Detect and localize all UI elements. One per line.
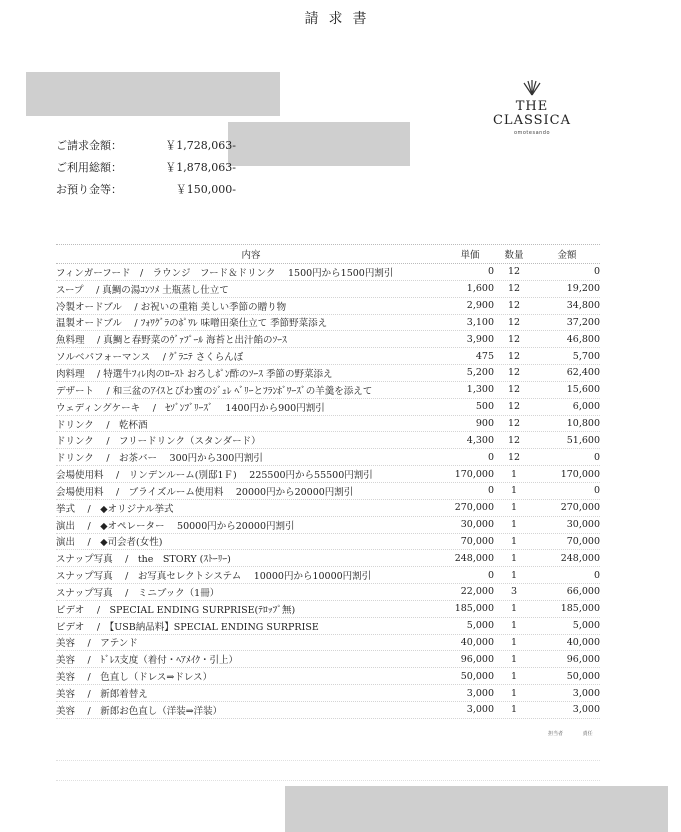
item-qty: 1: [510, 603, 518, 615]
header-amount: 金額: [557, 250, 577, 261]
item-amount: 3,000: [572, 687, 600, 699]
table-row: [56, 550, 600, 567]
item-price: 0: [487, 266, 494, 278]
header-qty: 数量: [504, 250, 524, 261]
item-amount: 0: [593, 485, 600, 497]
item-desc: 魚料理 / 真鯛と春野菜のｳﾞｧﾌﾟｰﾙ 海苔と出汁餡のｿｰｽ: [56, 335, 287, 347]
item-desc: ビデオ / 【USB納品料】SPECIAL ENDING SURPRISE: [56, 621, 319, 633]
table-row: [56, 601, 600, 618]
fan-logo-icon: [521, 80, 543, 96]
item-price: 185,000: [454, 603, 494, 615]
item-desc: 会場使用料 / ブライズルーム使用料 20000円から20000円割引: [56, 486, 354, 498]
item-qty: 12: [507, 451, 521, 463]
item-price: 5,200: [466, 367, 494, 379]
item-desc: デザート / 和三盆のｱｲｽとびわ蜜のｼﾞｭﾚ ﾍﾞﾘｰとﾌﾗﾝﾎﾞﾜｰｽﾞの羊羹を添えて: [56, 385, 373, 397]
item-price: 22,000: [460, 586, 494, 598]
item-amount: 5,000: [572, 620, 600, 632]
item-desc: 美容 / ﾄﾞﾚｽ支度（着付・ﾍｱﾒｲｸ・引上）: [56, 655, 238, 667]
item-desc: フィンガーフード / ラウンジ フード＆ドリンク 1500円から1500円割引: [56, 267, 394, 279]
item-desc: 美容 / 新郎着替え: [56, 689, 148, 701]
item-qty: 1: [510, 704, 518, 716]
item-qty: 1: [510, 552, 518, 564]
item-desc: スナップ写真 / ミニブック（1冊）: [56, 587, 220, 599]
item-qty: 1: [510, 653, 518, 665]
item-qty: 12: [507, 434, 521, 446]
item-desc: ドリンク / お茶バー 300円から300円割引: [56, 453, 263, 465]
summary-value: ￥1,878,063-: [165, 161, 236, 174]
item-price: 1,300: [466, 384, 494, 396]
item-amount: 19,200: [566, 283, 600, 295]
item-desc: ビデオ / SPECIAL ENDING SURPRISE(ﾃﾛｯﾌﾟ無): [56, 604, 296, 616]
item-price: 5,000: [466, 620, 494, 632]
item-amount: 0: [593, 569, 600, 581]
table-body: [56, 264, 600, 719]
table-row: [56, 651, 600, 668]
item-desc: 挙式 / ◆オリジナル挙式: [56, 503, 174, 515]
item-amount: 46,800: [566, 333, 600, 345]
item-amount: 0: [593, 266, 600, 278]
redacted-block-top-left: [26, 72, 280, 116]
item-amount: 3,000: [572, 704, 600, 716]
page-title: 請求書: [304, 11, 377, 27]
table-row: [56, 483, 600, 500]
item-desc: スナップ写真 / the STORY (ｽﾄｰﾘｰ): [56, 554, 231, 566]
divider: [56, 780, 600, 781]
summary-value: ￥150,000-: [175, 183, 236, 196]
item-desc: 美容 / 新郎お色直し（洋装⇒洋装）: [56, 705, 223, 717]
summary-label: お預り金等：: [56, 183, 122, 196]
approval-stamps: [548, 730, 611, 737]
item-qty: 1: [510, 502, 518, 514]
item-desc: 演出 / ◆オペレーター 50000円から20000円割引: [56, 520, 295, 532]
item-amount: 66,000: [566, 586, 600, 598]
item-price: 248,000: [454, 552, 494, 564]
item-price: 170,000: [454, 468, 494, 480]
table-row: [56, 466, 600, 483]
item-qty: 1: [510, 636, 518, 648]
item-price: 40,000: [460, 636, 494, 648]
item-price: 50,000: [460, 670, 494, 682]
item-price: 2,900: [466, 300, 494, 312]
divider: [56, 760, 600, 761]
item-amount: 40,000: [566, 636, 600, 648]
table-row: [56, 416, 600, 433]
logo-line1: THE: [515, 99, 549, 114]
table-row: [56, 702, 600, 719]
item-desc: 美容 / アテンド: [56, 638, 138, 650]
item-amount: 62,400: [566, 367, 600, 379]
item-qty: 12: [507, 333, 521, 345]
header-desc: 内容: [241, 250, 261, 261]
item-desc: 温製オードブル / ﾌｫﾜｸﾞﾗのﾎﾟﾜﾚ 味噌田楽仕立て 季節野菜添え: [56, 318, 328, 330]
item-price: 0: [487, 569, 494, 581]
table-row: [56, 348, 600, 365]
item-qty: 1: [510, 670, 518, 682]
item-amount: 10,800: [566, 418, 600, 430]
item-qty: 3: [510, 586, 518, 598]
redacted-block-bottom: [285, 786, 668, 832]
table-row: [56, 432, 600, 449]
item-desc: 会場使用料 / リンデンルーム(別邸1Ｆ) 225500円から55500円割引: [56, 470, 373, 482]
item-amount: 51,600: [566, 434, 600, 446]
summary-billing-amount: [56, 134, 236, 156]
table-row: [56, 635, 600, 652]
item-qty: 1: [510, 620, 518, 632]
item-qty: 1: [510, 485, 518, 497]
item-price: 3,000: [466, 704, 494, 716]
item-qty: 12: [507, 384, 521, 396]
item-price: 3,900: [466, 333, 494, 345]
item-qty: 12: [507, 367, 521, 379]
item-qty: 12: [507, 401, 521, 413]
item-amount: 248,000: [560, 552, 600, 564]
table-row: [56, 500, 600, 517]
summary-deposit: [56, 178, 236, 200]
item-price: 900: [475, 418, 494, 430]
item-amount: 5,700: [572, 350, 600, 362]
item-price: 96,000: [460, 653, 494, 665]
item-price: 30,000: [460, 519, 494, 531]
item-desc: スナップ写真 / お写真セレクトシステム 10000円から10000円割引: [56, 571, 372, 583]
classica-logo: [484, 80, 580, 136]
item-desc: 演出 / ◆司会者(女性): [56, 537, 163, 549]
table-row: [56, 517, 600, 534]
table-row: [56, 264, 600, 281]
summary-label: ご請求金額：: [56, 139, 122, 152]
stamp-label-left: 担当者: [548, 731, 564, 737]
item-qty: 1: [510, 535, 518, 547]
item-amount: 185,000: [560, 603, 600, 615]
table-row: [56, 685, 600, 702]
item-amount: 6,000: [572, 401, 600, 413]
item-desc: 肉料理 / 特選牛ﾌｨﾚ肉のﾛｰｽﾄ おろしﾎﾟﾝ酢のｿｰｽ 季節の野菜添え: [56, 368, 333, 380]
item-price: 1,600: [466, 283, 494, 295]
item-qty: 12: [507, 300, 521, 312]
item-qty: 12: [507, 316, 521, 328]
item-qty: 1: [510, 687, 518, 699]
item-price: 3,000: [466, 687, 494, 699]
item-amount: 50,000: [566, 670, 600, 682]
invoice-table: [56, 244, 600, 719]
logo-line3: omotesando: [513, 130, 551, 136]
item-qty: 12: [507, 266, 521, 278]
item-qty: 1: [510, 569, 518, 581]
table-row: [56, 668, 600, 685]
table-row: [56, 618, 600, 635]
item-price: 4,300: [466, 434, 494, 446]
table-row: [56, 584, 600, 601]
item-amount: 15,600: [566, 384, 600, 396]
item-desc: ドリンク / 乾杯酒: [56, 419, 148, 431]
item-desc: ソルベパフォーマンス / ｸﾞﾗﾆﾃ さくらんぼ: [56, 352, 244, 364]
header-price: 単価: [460, 250, 480, 261]
invoice-summary: [56, 134, 236, 200]
item-price: 70,000: [460, 535, 494, 547]
item-desc: スープ / 真鯛の湯ｺﾝｿﾒ 土瓶蒸し仕立て: [56, 284, 229, 296]
logo-line2: CLASSICA: [492, 113, 572, 128]
item-amount: 0: [593, 451, 600, 463]
item-amount: 96,000: [566, 653, 600, 665]
redacted-block-address: [228, 122, 410, 166]
item-price: 475: [475, 350, 494, 362]
item-desc: ドリンク / フリードリンク（スタンダード）: [56, 436, 261, 448]
table-row: [56, 399, 600, 416]
item-price: 270,000: [454, 502, 494, 514]
table-row: [56, 331, 600, 348]
summary-value: ￥1,728,063-: [165, 139, 236, 152]
item-amount: 30,000: [566, 519, 600, 531]
item-amount: 70,000: [566, 535, 600, 547]
item-amount: 270,000: [560, 502, 600, 514]
item-qty: 12: [507, 418, 521, 430]
item-qty: 1: [510, 468, 518, 480]
table-row: [56, 534, 600, 551]
item-desc: ウェディングケーキ / ｾｿﾞﾝﾌﾞﾘｰｽﾞ 1400円から900円割引: [56, 402, 325, 414]
stamp-label-right: 責任: [582, 731, 593, 737]
item-amount: 34,800: [566, 300, 600, 312]
table-header: [56, 244, 600, 264]
item-amount: 37,200: [566, 316, 600, 328]
table-row: [56, 382, 600, 399]
summary-label: ご利用総額：: [56, 161, 122, 174]
item-price: 0: [487, 451, 494, 463]
table-row: [56, 298, 600, 315]
item-price: 500: [475, 401, 494, 413]
summary-total-usage: [56, 156, 236, 178]
item-desc: 冷製オードブル / お祝いの重箱 美しい季節の贈り物: [56, 301, 287, 313]
item-desc: 美容 / 色直し（ドレス⇒ドレス）: [56, 672, 213, 684]
item-qty: 12: [507, 350, 521, 362]
item-price: 3,100: [466, 316, 494, 328]
table-row: [56, 315, 600, 332]
table-row: [56, 281, 600, 298]
item-amount: 170,000: [560, 468, 600, 480]
table-row: [56, 567, 600, 584]
table-row: [56, 449, 600, 466]
table-row: [56, 365, 600, 382]
item-qty: 12: [507, 283, 521, 295]
item-price: 0: [487, 485, 494, 497]
item-qty: 1: [510, 519, 518, 531]
